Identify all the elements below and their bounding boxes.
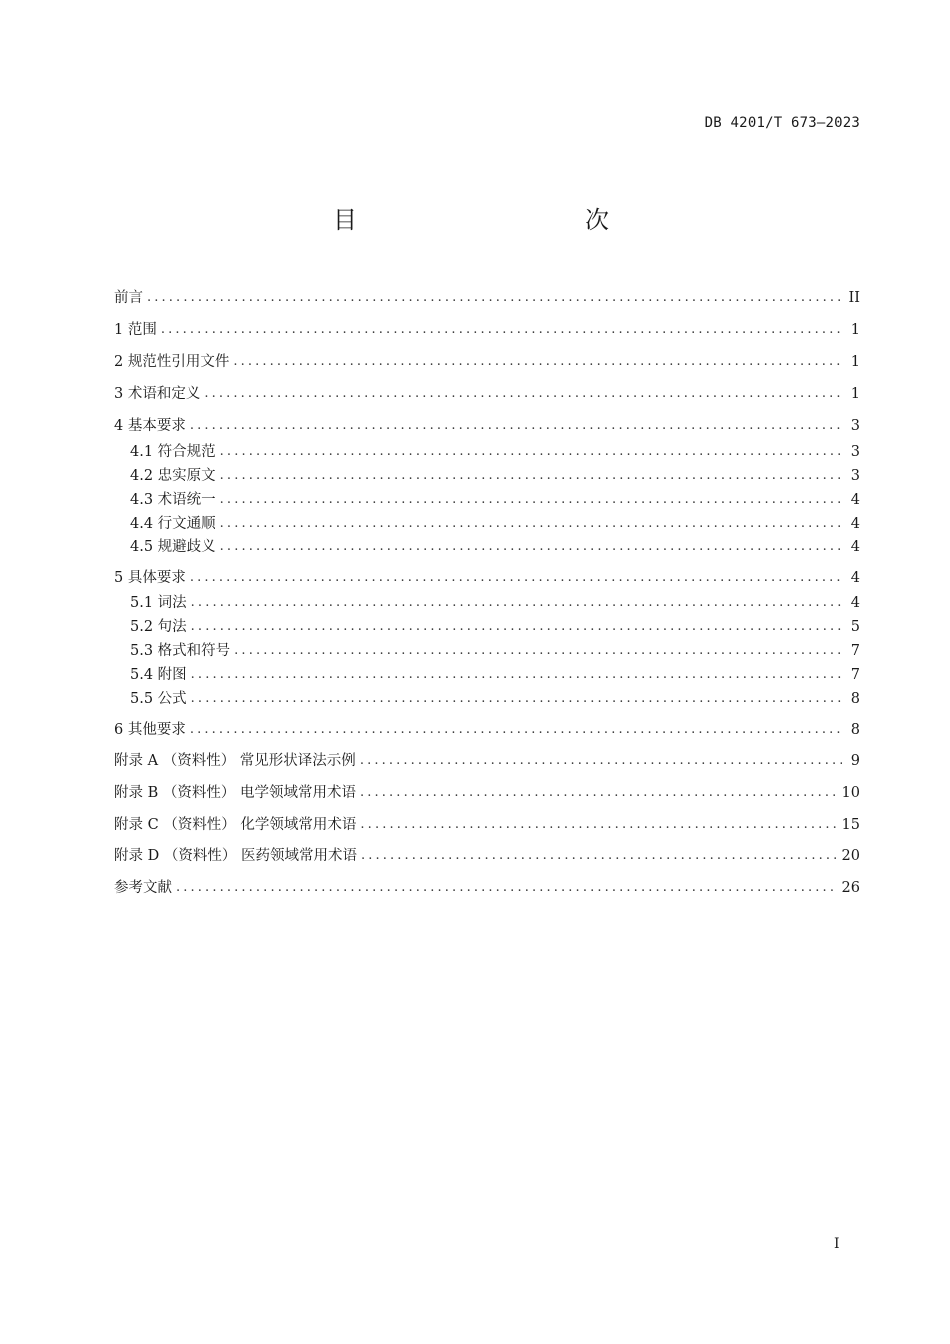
toc-leader-dots: [359, 846, 836, 866]
toc-entry-page: 4: [850, 539, 860, 555]
toc-leader-dots: [188, 416, 842, 436]
toc-entry[interactable]: [114, 568, 860, 588]
toc-entry[interactable]: [130, 689, 860, 709]
toc-leader-dots: [218, 514, 842, 534]
toc-entry[interactable]: [130, 466, 860, 486]
toc-entry[interactable]: [114, 416, 860, 436]
toc-entry[interactable]: [114, 783, 860, 803]
toc-entry-page: 26: [841, 880, 860, 896]
toc-leader-dots: [188, 720, 842, 740]
toc-entry-label: 4 基本要求: [114, 418, 186, 434]
toc-leader-dots: [358, 751, 842, 771]
toc-entry[interactable]: [130, 490, 860, 510]
toc-entry-label: 5.2 句法: [130, 619, 187, 635]
toc-leader-dots: [189, 689, 842, 709]
toc-entry-page: 7: [850, 667, 860, 683]
toc-entry-label: 前言: [114, 290, 143, 306]
toc-entry-label: 4.2 忠实原文: [130, 468, 216, 484]
toc-entry-page: 9: [850, 753, 860, 769]
toc-leader-dots: [145, 288, 842, 308]
toc-leader-dots: [189, 593, 842, 613]
toc-entry[interactable]: [130, 665, 860, 685]
toc-leader-dots: [218, 537, 842, 557]
toc-entry-label: 5.3 格式和符号: [130, 643, 231, 659]
toc-entry-label: 参考文献: [114, 880, 172, 896]
toc-entry[interactable]: [130, 514, 860, 534]
toc-entry-page: 4: [850, 516, 860, 532]
toc-entry[interactable]: [114, 288, 860, 308]
toc-entry-label: 6 其他要求: [114, 722, 186, 738]
toc-entry-page: 3: [850, 418, 860, 434]
toc-entry-page: 8: [850, 691, 860, 707]
toc-entry-page: 8: [850, 722, 860, 738]
toc-leader-dots: [358, 815, 835, 835]
toc-entry[interactable]: [114, 878, 860, 898]
page-number: I: [834, 1236, 840, 1252]
toc-entry-label: 4.5 规避歧义: [130, 539, 216, 555]
toc-entry[interactable]: [130, 593, 860, 613]
toc-entry-page: 5: [850, 619, 860, 635]
toc-leader-dots: [202, 384, 842, 404]
toc-entry[interactable]: [130, 617, 860, 637]
toc-entry-page: 3: [850, 444, 860, 460]
toc-entry-label: 4.1 符合规范: [130, 444, 216, 460]
toc-entry-label: 5 具体要求: [114, 570, 186, 586]
toc-entry-label: 5.4 附图: [130, 667, 187, 683]
document-code: DB 4201/T 673—2023: [704, 115, 860, 131]
toc-leader-dots: [159, 320, 842, 340]
toc-entry-label: 1 范围: [114, 322, 157, 338]
toc-leader-dots: [218, 442, 842, 462]
toc-entry-label: 附录 D （资料性） 医药领域常用术语: [114, 848, 357, 864]
toc-leader-dots: [218, 490, 842, 510]
toc-entry[interactable]: [114, 720, 860, 740]
toc-entry-label: 附录 A （资料性） 常见形状译法示例: [114, 753, 356, 769]
toc-entry-label: 5.5 公式: [130, 691, 187, 707]
page-title: 目 次: [333, 206, 669, 234]
toc-leader-dots: [189, 617, 842, 637]
toc-entry-page: II: [848, 290, 860, 306]
toc-leader-dots: [231, 352, 842, 372]
toc-entry[interactable]: [114, 352, 860, 372]
toc-entry-page: 10: [841, 785, 860, 801]
toc-entry-page: 1: [850, 386, 860, 402]
toc-entry-label: 4.4 行文通顺: [130, 516, 216, 532]
toc-entry-page: 4: [850, 595, 860, 611]
toc-entry[interactable]: [130, 537, 860, 557]
toc-entry-page: 15: [841, 817, 860, 833]
toc-leader-dots: [232, 641, 842, 661]
toc-entry-page: 7: [850, 643, 860, 659]
toc-entry[interactable]: [114, 320, 860, 340]
toc-entry[interactable]: [130, 641, 860, 661]
toc-entry[interactable]: [114, 846, 860, 866]
toc-leader-dots: [174, 878, 836, 898]
toc-entry-label: 4.3 术语统一: [130, 492, 216, 508]
toc-entry-page: 20: [841, 848, 860, 864]
toc-leader-dots: [218, 466, 842, 486]
toc-entry[interactable]: [114, 751, 860, 771]
toc-entry[interactable]: [114, 815, 860, 835]
toc-leader-dots: [358, 783, 836, 803]
toc-entry-page: 4: [850, 570, 860, 586]
toc-entry-label: 3 术语和定义: [114, 386, 201, 402]
toc-entry[interactable]: [114, 384, 860, 404]
toc-entry[interactable]: [130, 442, 860, 462]
toc-leader-dots: [189, 665, 842, 685]
toc-entry-page: 4: [850, 492, 860, 508]
toc-entry-page: 3: [850, 468, 860, 484]
toc-entry-page: 1: [850, 322, 860, 338]
toc-entry-label: 5.1 词法: [130, 595, 187, 611]
toc-entry-label: 附录 B （资料性） 电学领域常用术语: [114, 785, 356, 801]
toc-leader-dots: [188, 568, 842, 588]
toc-entry-label: 2 规范性引用文件: [114, 354, 230, 370]
toc-entry-page: 1: [850, 354, 860, 370]
toc-entry-label: 附录 C （资料性） 化学领域常用术语: [114, 817, 357, 833]
